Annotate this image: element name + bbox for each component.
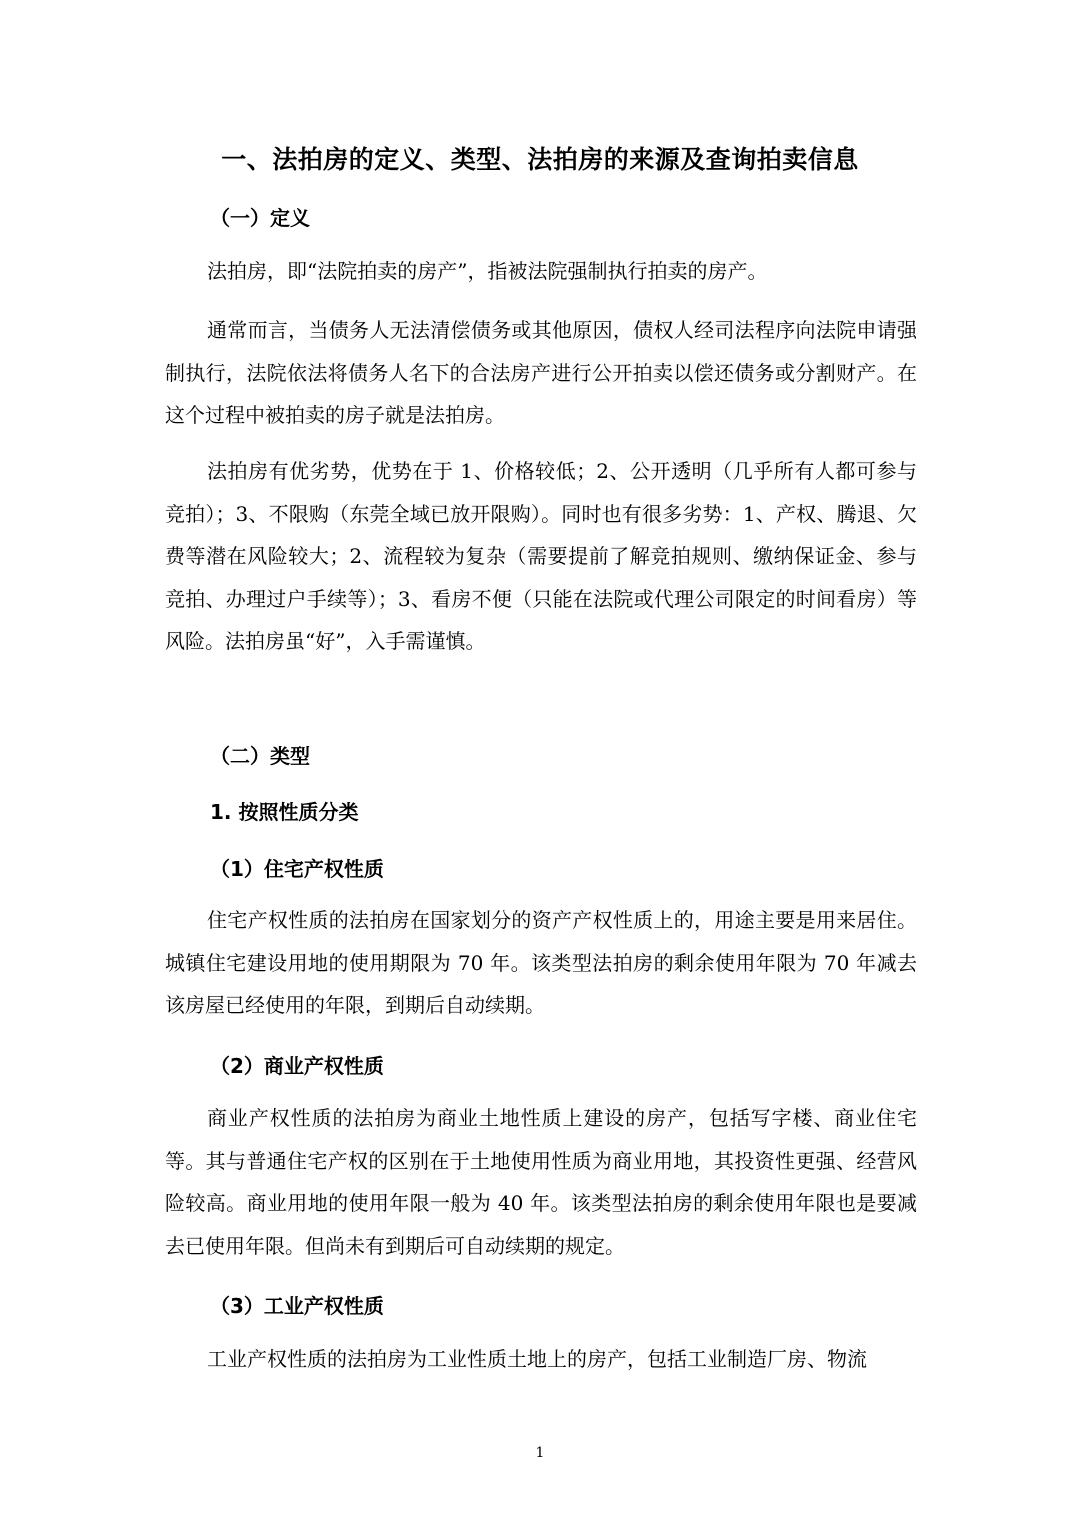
document-title: 一、法拍房的定义、类型、法拍房的来源及查询拍卖信息 (221, 145, 859, 174)
paragraph-definition-2: 通常而言，当债务人无法清偿债务或其他原因，债权人经司法程序向法院申请强制执行，法院依法将债务人名下的合法房产进行公开拍卖以偿还债务或分割财产。在这个过程中被拍卖的房子就是法拍房。 (165, 318, 917, 427)
paragraph-definition-3: 法拍房有优劣势，优势在于 1、价格较低；2、公开透明（几乎所有人都可参与竞拍）；3、不限购（东莞全域已放开限购）。同时也有很多劣势：1、产权、腾退、欠费等潜在风险较大；2、流程较为复杂（需要提前了解竞拍规则、缴纳保证金、参与竞拍、办理过户手续等）；3、看房不便（只能在法院或代理公司限定的时间看房）等风险。法拍房虽“好”，入手需谨慎。 (165, 459, 917, 653)
paragraph-definition-1: 法拍房，即“法院拍卖的房产”，指被法院强制执行拍卖的房产。 (207, 259, 768, 283)
paragraph-commercial: 商业产权性质的法拍房为商业土地性质上建设的房产，包括写字楼、商业住宅等。其与普通住宅产权的区别在于土地使用性质为商业用地，其投资性更强、经营风险较高。商业用地的使用年限一般为 40 年。该类型法拍房的剩余使用年限也是要减去已使用年限。但尚未有到期后可自动续期的规定。 (165, 1106, 917, 1258)
heading-residential: （1）住宅产权性质 (210, 857, 384, 881)
paragraph-industrial: 工业产权性质的法拍房为工业性质土地上的房产，包括工业制造厂房、物流 (207, 1347, 867, 1371)
paragraph-residential: 住宅产权性质的法拍房在国家划分的资产产权性质上的，用途主要是用来居住。城镇住宅建设用地的使用期限为 70 年。该类型法拍房的剩余使用年限为 70 年减去该房屋已经使用的年限，到期后自动续期。 (165, 908, 917, 1017)
section-heading-types: （二）类型 (210, 744, 310, 768)
heading-commercial: （2）商业产权性质 (210, 1054, 384, 1078)
page-number: 1 (535, 1445, 545, 1461)
heading-industrial: （3）工业产权性质 (210, 1294, 384, 1318)
subheading-by-nature: 1. 按照性质分类 (210, 800, 359, 824)
section-heading-definition: （一）定义 (210, 206, 310, 230)
